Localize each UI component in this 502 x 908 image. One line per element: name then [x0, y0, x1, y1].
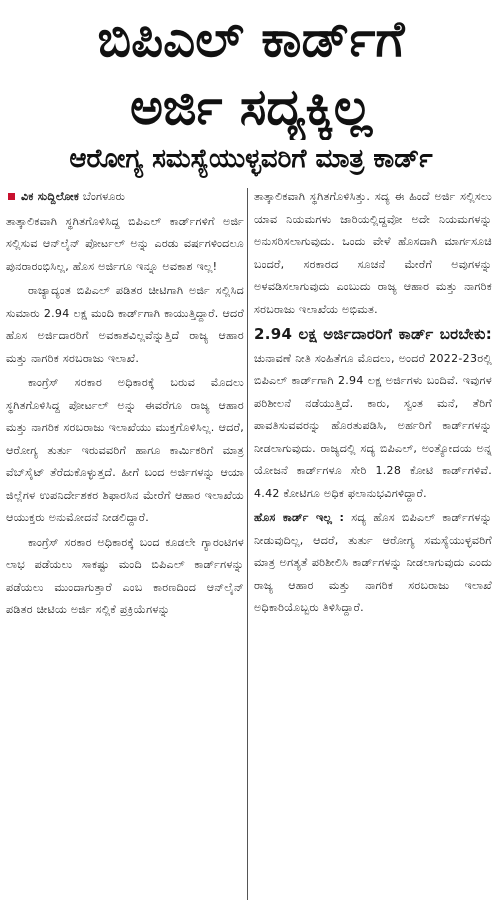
dateline [6, 186, 244, 209]
dateline-source: ವಿಕ ಸುದ್ದಿಲೋಕ [21, 190, 80, 203]
subsection-lead-no-new-card: ಹೊಸ ಕಾರ್ಡ್ ಇಲ್ಲ : [254, 511, 345, 524]
subsection-body-applicants: ಚುನಾವಣೆ ನೀತಿ ಸಂಹಿತೆಗೂ ಮೊದಲು, ಅಂದರೆ 2022-23ರಲ್ಲಿ ಬಿಪಿಎಲ್ ಕಾರ್ಡ್‌ಗಾಗಿ 2.94 ಲಕ್ಷ ಅರ್ಜಿಗಳು ಬಂದಿವೆ. ಇವುಗಳ ಪರಿಶೀಲನೆ ನಡೆಯುತ್ತಿದೆ. ಕಾರು, ಸ್ವಂತ ಮನೆ, ತೆರಿಗೆ ಪಾವತಿಸುವವರನ್ನು ಹೊರತುಪಡಿಸಿ, ಅರ್ಹರಿಗೆ ಕಾರ್ಡ್‌ಗಳನ್ನು ನೀಡಲಾಗುವುದು. ರಾಜ್ಯದಲ್ಲಿ ಸದ್ಯ ಬಿಪಿಎಲ್, ಅಂತ್ಯೋದಯ ಅನ್ನ ಯೋಜನೆ ಕಾರ್ಡ್‌ಗಳೂ ಸೇರಿ 1.28 ಕೋಟಿ ಕಾರ್ಡ್‌ಗಳಿವೆ. 4.42 ಕೋಟಿಗೂ ಅಧಿಕ ಫಲಾನುಭವಿಗಳಿದ್ದಾರೆ. [254, 351, 492, 500]
paragraph-right-3 [254, 507, 492, 620]
headline-line-2: ಅರ್ಜಿ ಸದ್ಯಕ್ಕಿಲ್ಲ [129, 78, 373, 136]
paragraph-left-4: ಕಾಂಗ್ರೆಸ್ ಸರಕಾರ ಅಧಿಕಾರಕ್ಕೆ ಬಂದ ಕೂಡಲೇ ಗ್ಯಾರಂಟಿಗಳ ಲಾಭ ಪಡೆಯಲು ಸಾಕಷ್ಟು ಮಂದಿ ಬಿಪಿಎಲ್ ಕಾರ್ಡ್‌ಗಳನ್ನು ಪಡೆಯಲು ಮುಂದಾಗುತ್ತಾರೆ ಎಂಬ ಕಾರಣದಿಂದ ಆನ್‌ಲೈನ್ ಪಡಿತರ ಚೀಟಿಯ ಅರ್ಜಿ ಸಲ್ಲಿಕೆ ಪ್ರಕ್ರಿಯೆಗಳನ್ನು [6, 535, 244, 616]
headline-line-1: ಬಿಪಿಎಲ್ ಕಾರ್ಡ್‌ಗೆ [97, 10, 405, 68]
dateline-place: ಬೆಂಗಳೂರು [82, 190, 126, 203]
paragraph-left-2: ರಾಜ್ಯಾದ್ಯಂತ ಬಿಪಿಎಲ್ ಪಡಿತರ ಚೀಟಿಗಾಗಿ ಅರ್ಜಿ ಸಲ್ಲಿಸಿದ ಸುಮಾರು 2.94 ಲಕ್ಷ ಮಂದಿ ಕಾರ್ಡ್‌ಗಾಗಿ ಕಾಯುತ್ತಿದ್ದಾರೆ. ಆದರೆ ಹೊಸ ಅರ್ಜಿದಾರರಿಗೆ ಅವಕಾಶವಿಲ್ಲವೆನ್ನುತ್ತಿದೆ ರಾಜ್ಯ ಆಹಾರ ಮತ್ತು ನಾಗರಿಕ ಸರಬರಾಜು ಇಲಾಖೆ. [6, 284, 244, 365]
paragraph-right-1: ತಾತ್ಕಾಲಿಕವಾಗಿ ಸ್ಥಗಿತಗೊಳಿಸಿತ್ತು. ಸದ್ಯ ಈ ಹಿಂದೆ ಅರ್ಜಿ ಸಲ್ಲಿಸಲು ಯಾವ ನಿಯಮಗಳು ಜಾರಿಯಲ್ಲಿದ್ದವೋ ಅದೇ ನಿಯಮಗಳನ್ನು ಅನುಸರಿಸಲಾಗುವುದು. ಒಂದು ವೇಳೆ ಹೊಸದಾಗಿ ಮಾರ್ಗಸೂಚಿ ಬಂದರೆ, ಸರಕಾರದ ಸೂಚನೆ ಮೇರೆಗೆ ಅವುಗಳನ್ನು ಅಳವಡಿಸಲಾಗುವುದು ಎಂಬುದು ರಾಜ್ಯ ಆಹಾರ ಮತ್ತು ನಾಗರಿಕ ಸರಬರಾಜು ಇಲಾಖೆಯ ಅಭಿಮತ. [254, 190, 492, 316]
column-right [254, 186, 492, 904]
column-divider [247, 188, 248, 900]
paragraph-left-3: ಕಾಂಗ್ರೆಸ್ ಸರಕಾರ ಅಧಿಕಾರಕ್ಕೆ ಬರುವ ಮೊದಲು ಸ್ಥಗಿತಗೊಳಿಸಿದ್ದ ಪೋರ್ಟಲ್ ಅನ್ನು ಈವರೆಗೂ ರಾಜ್ಯ ಆಹಾರ ಮತ್ತು ನಾಗರಿಕ ಸರಬರಾಜು ಇಲಾಖೆಯು ಮುಕ್ತಗೊಳಿಸಿಲ್ಲ. ಆದರೆ, ಆರೋಗ್ಯ ತುರ್ತು ಇರುವವರಿಗೆ ಹಾಗೂ ಕಾರ್ಮಿಕರಿಗೆ ಮಾತ್ರ ವೆಬ್‌ಸೈಟ್ ತೆರೆದುಕೊಳ್ಳುತ್ತದೆ. ಹೀಗೆ ಬಂದ ಅರ್ಜಿಗಳನ್ನು ಆಯಾ ಜಿಲ್ಲೆಗಳ ಉಪನಿರ್ದೇಶಕರ ಶಿಫಾರಸಿನ ಮೇರೆಗೆ ಆಹಾರ ಇಲಾಖೆಯ ಆಯುಕ್ತರು ಅನುಮೋದನೆ ನೀಡಲಿದ್ದಾರೆ. [6, 376, 244, 524]
subsection-lead-applicants: 2.94 ಲಕ್ಷ ಅರ್ಜಿದಾರರಿಗೆ ಕಾರ್ಡ್ ಬರಬೇಕು: [254, 325, 492, 343]
paragraph-left-1: ತಾತ್ಕಾಲಿಕವಾಗಿ ಸ್ಥಗಿತಗೊಳಿಸಿದ್ದ ಬಿಪಿಎಲ್ ಕಾರ್ಡ್‌ಗಳಿಗೆ ಅರ್ಜಿ ಸಲ್ಲಿಸುವ ಆನ್‌ಲೈನ್ ಪೋರ್ಟಲ್ ಅನ್ನು ಎರಡು ವರ್ಷಗಳಿಂದಲೂ ಪುನರಾರಂಭಿಸಿಲ್ಲ, ಹೊಸ ಅರ್ಜಿಗೂ ಇನ್ನೂ ಅವಕಾಶ ಇಲ್ಲ! [6, 214, 244, 273]
subsection-body-no-new-card: ಸದ್ಯ ಹೊಸ ಬಿಪಿಎಲ್ ಕಾರ್ಡ್‌ಗಳನ್ನು ನೀಡುವುದಿಲ್ಲ, ಆದರೆ, ತುರ್ತು ಆರೋಗ್ಯ ಸಮಸ್ಯೆಯುಳ್ಳವರಿಗೆ ಮಾತ್ರ ಅಗತ್ಯತೆ ಪರಿಶೀಲಿಸಿ ಕಾರ್ಡ್‌ಗಳನ್ನು ನೀಡಲಾಗುವುದು ಎಂದು ರಾಜ್ಯ ಆಹಾರ ಮತ್ತು ನಾಗರಿಕ ಸರಬರಾಜು ಇಲಾಖೆ ಅಧಿಕಾರಿಯೊಬ್ಬರು ತಿಳಿಸಿದ್ದಾರೆ. [254, 511, 492, 614]
red-square-icon [8, 193, 15, 200]
paragraph-right-2 [254, 323, 492, 505]
column-left [6, 186, 244, 904]
subheadline: ಆರೋಗ್ಯ ಸಮಸ್ಯೆಯುಳ್ಳವರಿಗೆ ಮಾತ್ರ ಕಾರ್ಡ್ [69, 144, 433, 174]
